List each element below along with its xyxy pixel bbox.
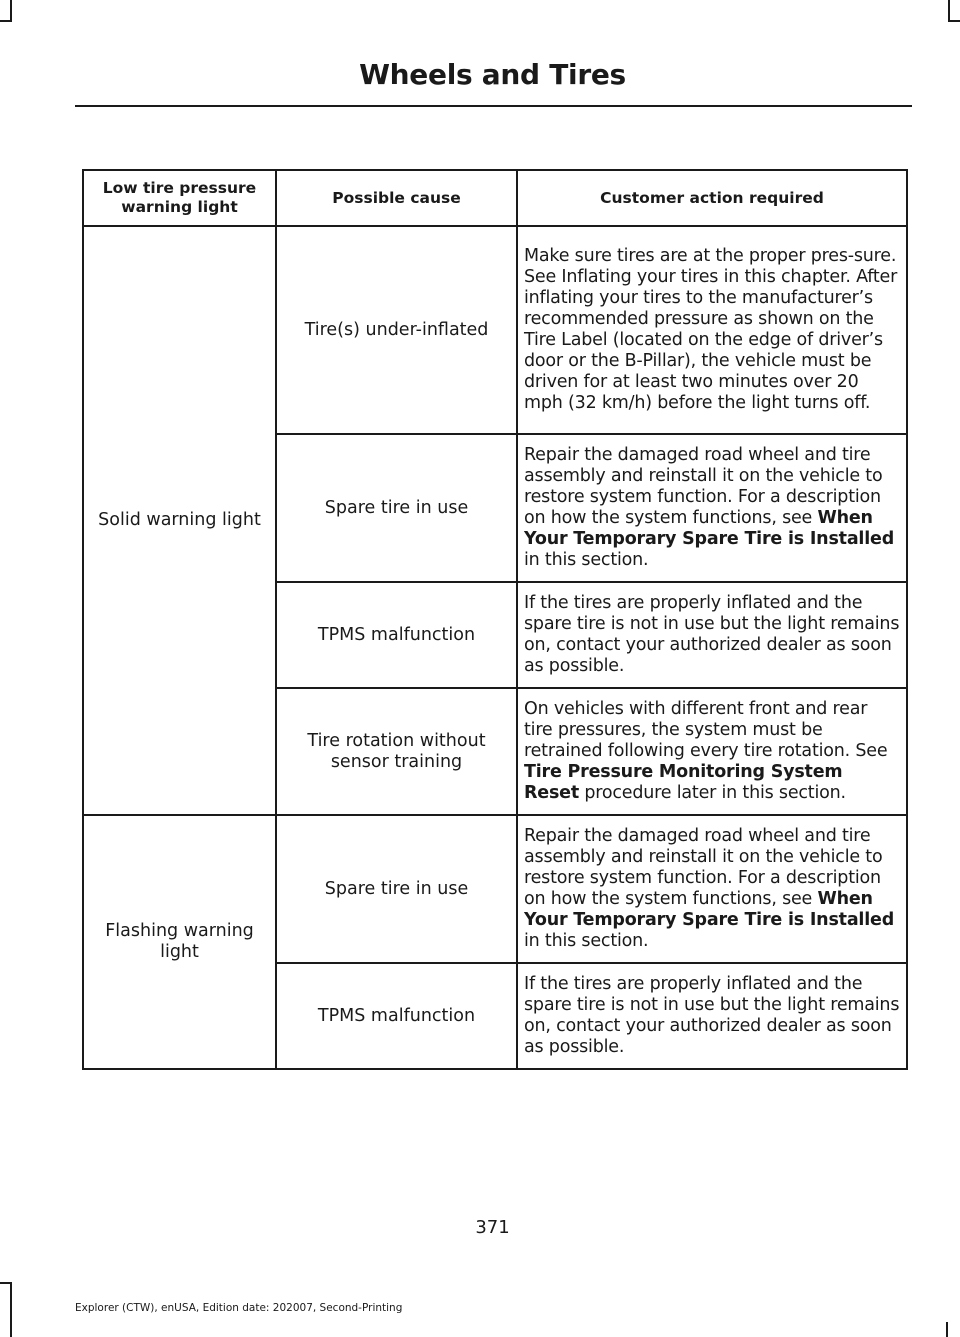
action-text: If the tires are properly inflated and the spare tire is not in use but the light remains on, contact your authorized dealer as soon as possible.	[524, 974, 900, 1057]
page-number: 371	[475, 1217, 510, 1238]
action-text: procedure later in this section.	[579, 783, 846, 803]
cross-reference-text: When Your Temporary Spare Tire is Installed	[524, 508, 895, 549]
customer-action-cell	[517, 963, 907, 1069]
possible-cause-cell: Spare tire in use	[276, 434, 517, 582]
action-text: Repair the damaged road wheel and tire assembly and reinstall it on the vehicle to restore system function. For a description on how the system functions, see	[524, 445, 883, 528]
action-text: If the tires are properly inflated and the spare tire is not in use but the light remains on, contact your authorized dealer as soon as possible.	[524, 593, 900, 676]
crop-mark-top-left	[10, 0, 12, 22]
action-text: On vehicles with different front and rear tire pressures, the system must be retrained following every tire rotation. See	[524, 699, 888, 761]
tpms-warning-table	[82, 169, 908, 1070]
cross-reference-text: When Your Temporary Spare Tire is Installed	[524, 889, 895, 930]
action-text: Make sure tires are at the proper pres-sure. See Inflating your tires in this chapter. After inflating your tires to the manufacturer’s recommended pressure as shown on the Tire Label (located on the edge of driver’s door or the B-Pillar), the vehicle must be driven for at least two minutes over 20 mph (32 km/h) before the light turns off.	[524, 246, 898, 413]
action-text: Repair the damaged road wheel and tire assembly and reinstall it on the vehicle to restore system function. For a description on how the system functions, see	[524, 826, 883, 909]
action-text: in this section.	[524, 550, 649, 570]
title-divider	[75, 105, 912, 107]
table-body	[83, 226, 907, 1069]
table-row	[83, 226, 907, 434]
customer-action-cell	[517, 434, 907, 582]
table-header-row	[83, 170, 907, 226]
possible-cause-cell: Tire(s) under-inflated	[276, 226, 517, 434]
possible-cause-cell: Spare tire in use	[276, 815, 517, 963]
table-row	[83, 815, 907, 963]
column-header-customer-action: Customer action required	[517, 170, 907, 226]
possible-cause-cell: TPMS malfunction	[276, 963, 517, 1069]
warning-light-cell: Flashing warning light	[83, 815, 276, 1069]
crop-mark-bottom-left	[10, 1282, 12, 1337]
customer-action-cell	[517, 688, 907, 815]
crop-mark-top-right	[948, 0, 950, 22]
crop-mark-top-right	[948, 20, 960, 22]
footer-edition-info: Explorer (CTW), enUSA, Edition date: 202007, Second-Printing	[75, 1302, 403, 1314]
warning-light-cell: Solid warning light	[83, 226, 276, 815]
page-title: Wheels and Tires	[359, 58, 626, 91]
customer-action-cell	[517, 815, 907, 963]
customer-action-cell	[517, 582, 907, 688]
crop-mark-bottom-left	[0, 1282, 12, 1284]
possible-cause-cell: Tire rotation without sensor training	[276, 688, 517, 815]
possible-cause-cell: TPMS malfunction	[276, 582, 517, 688]
customer-action-cell	[517, 226, 907, 434]
action-text: in this section.	[524, 931, 649, 951]
crop-mark-top-left	[0, 20, 12, 22]
column-header-warning-light: Low tire pressure warning light	[83, 170, 276, 226]
cross-reference-text: Tire Pressure Monitoring System Reset	[524, 762, 843, 803]
column-header-possible-cause: Possible cause	[276, 170, 517, 226]
crop-mark-bottom-right	[946, 1322, 948, 1337]
